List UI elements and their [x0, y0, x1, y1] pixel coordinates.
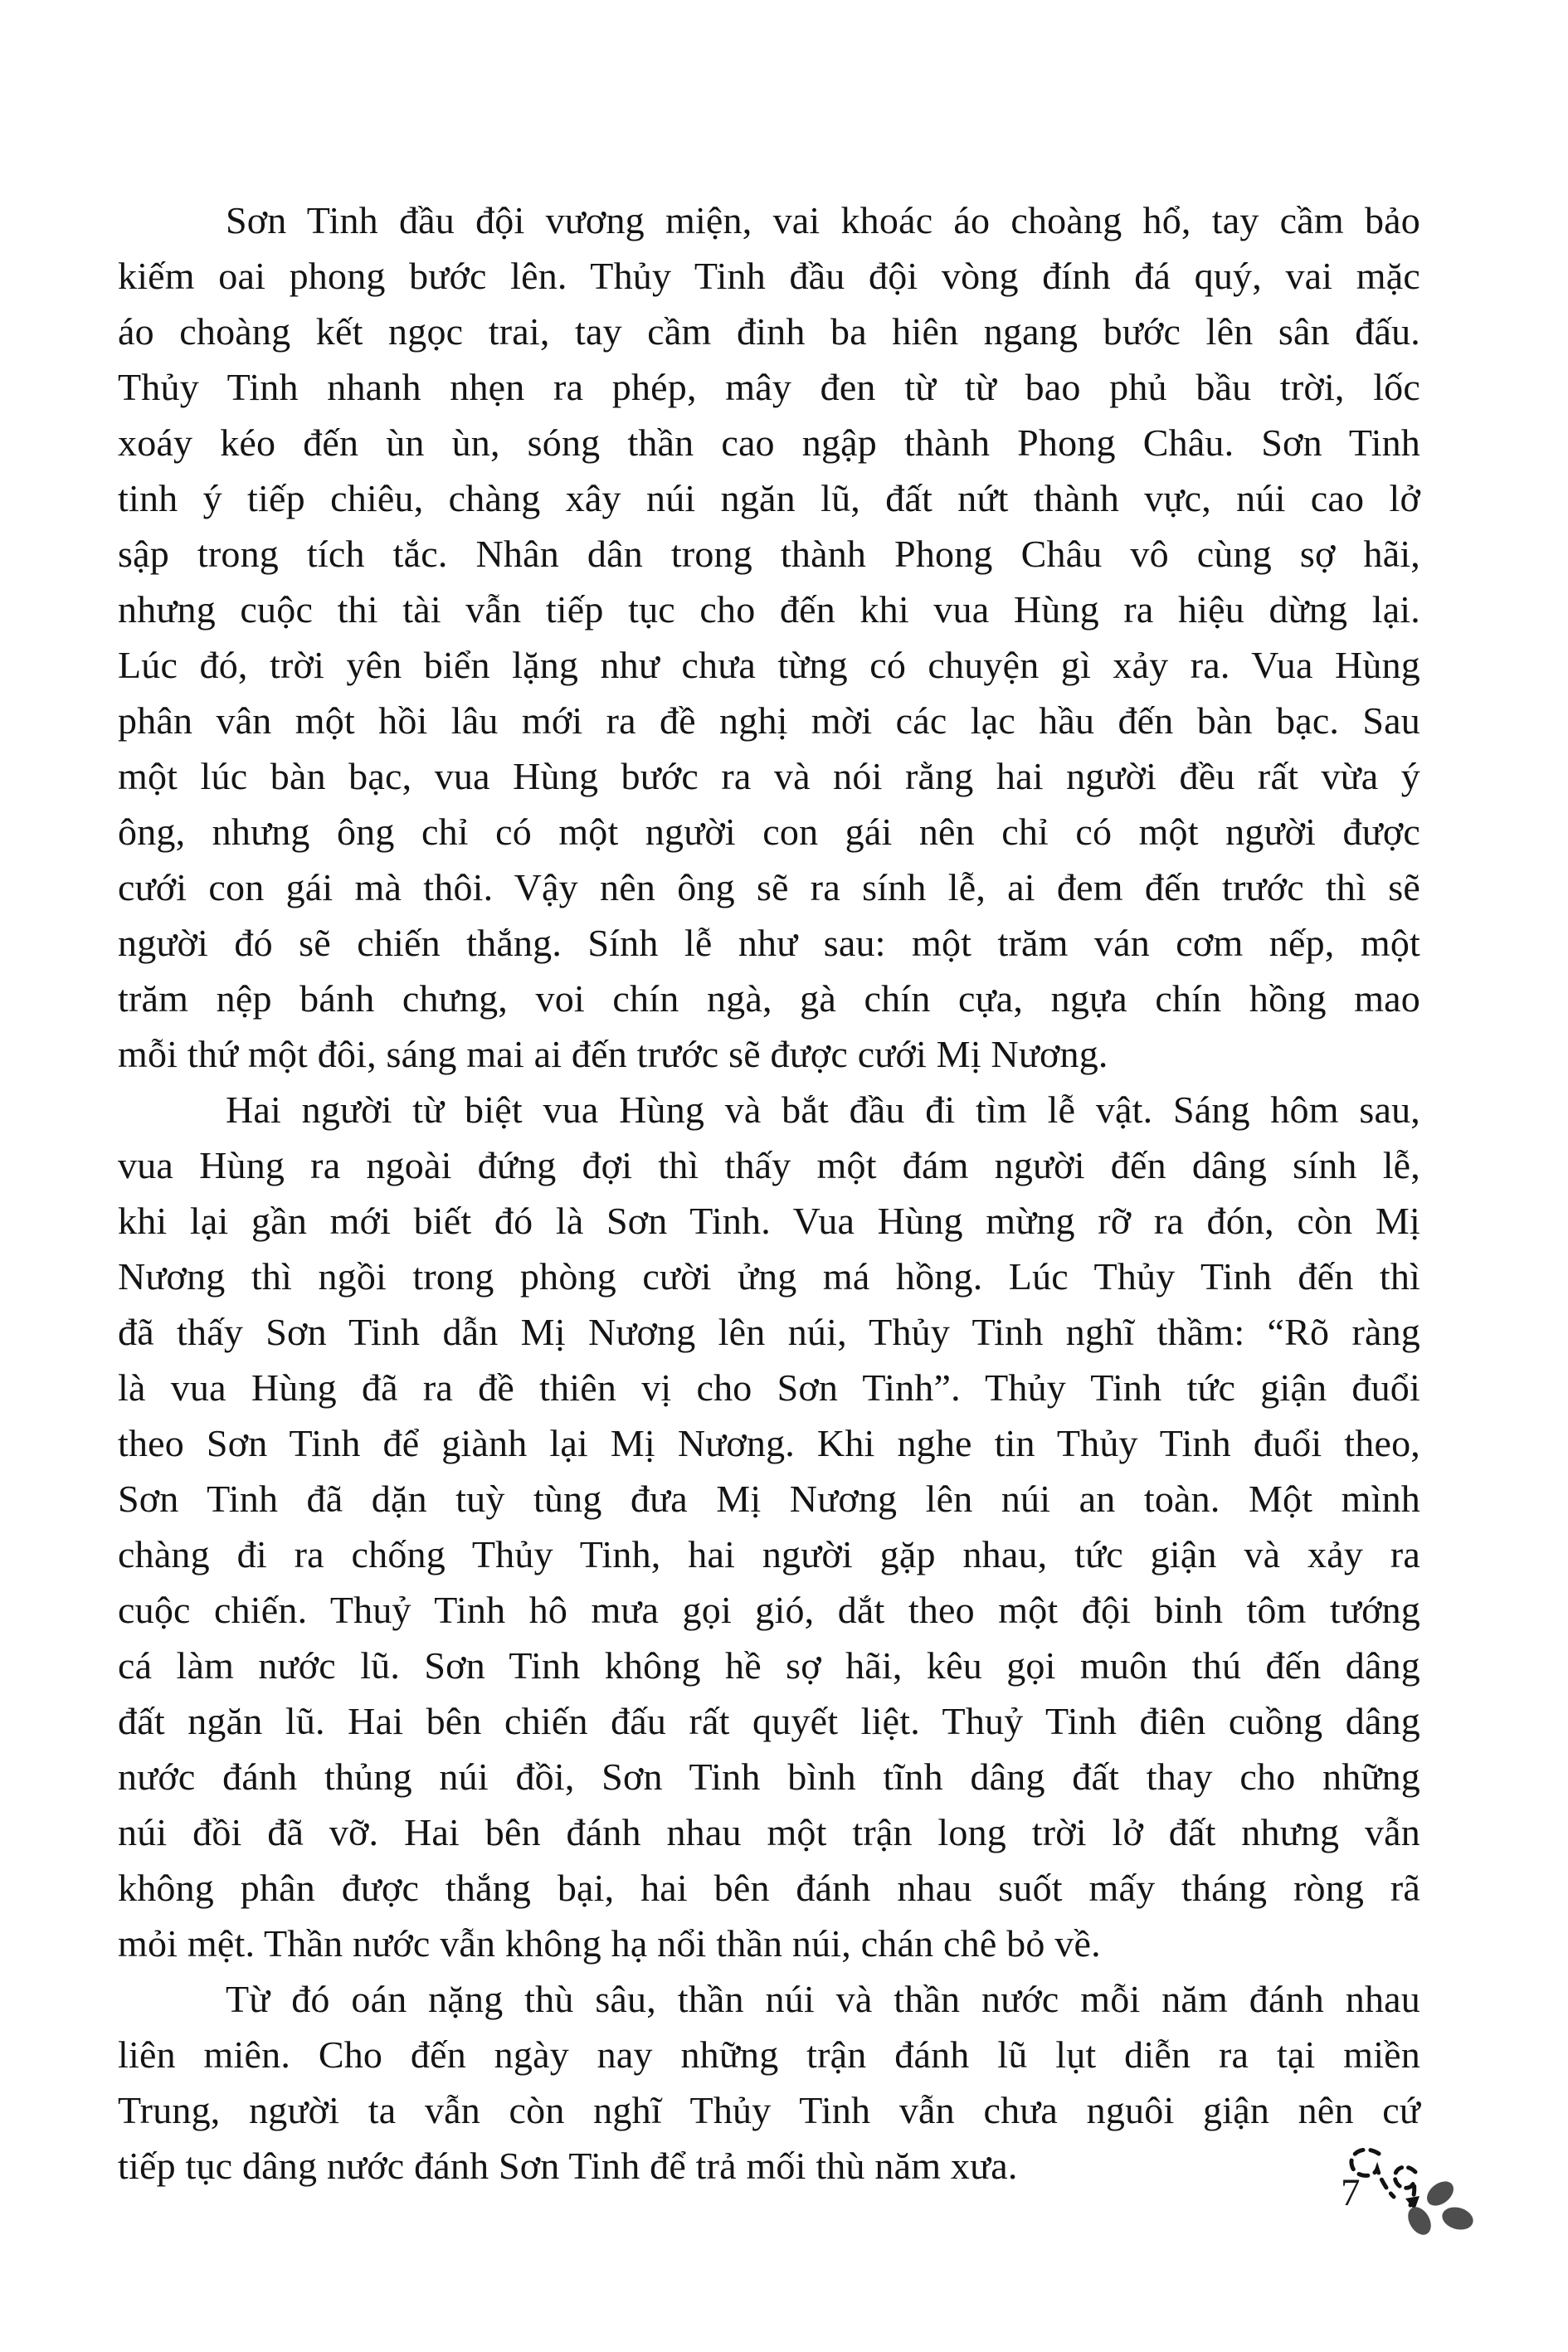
text-line: liên miên. Cho đến ngày nay những trận đánh lũ lụt diễn ra tại miền — [118, 2033, 1420, 2076]
page-number: 7 — [1341, 2171, 1361, 2214]
text-line: cưới con gái mà thôi. Vậy nên ông sẽ ra sính lễ, ai đem đến trước thì sẽ — [118, 866, 1420, 908]
dashed-flight-path-icon — [1351, 2150, 1419, 2210]
text-line: nước đánh thủng núi đồi, Sơn Tinh bình tĩnh dâng đất thay cho những — [118, 1755, 1420, 1798]
text-line: núi đồi đã vỡ. Hai bên đánh nhau một trận long trời lở đất nhưng vẫn — [118, 1811, 1420, 1853]
text-line: cá làm nước lũ. Sơn Tinh không hề sợ hãi, kêu gọi muôn thú đến dâng — [118, 1644, 1420, 1687]
text-line: Thủy Tinh nhanh nhẹn ra phép, mây đen từ từ bao phủ bầu trời, lốc — [118, 366, 1420, 408]
text-line: theo Sơn Tinh để giành lại Mị Nương. Khi nghe tin Thủy Tinh đuổi theo, — [118, 1422, 1420, 1464]
text-line: xoáy kéo đến ùn ùn, sóng thần cao ngập thành Phong Châu. Sơn Tinh — [118, 421, 1420, 464]
text-line: ông, nhưng ông chỉ có một người con gái nên chỉ có một người được — [118, 811, 1420, 853]
text-line: khi lại gần mới biết đó là Sơn Tinh. Vua Hùng mừng rỡ ra đón, còn Mị — [118, 1200, 1420, 1242]
text-line: là vua Hùng đã ra đề thiên vị cho Sơn Tinh”. Thủy Tinh tức giận đuổi — [118, 1366, 1420, 1409]
text-block — [118, 192, 1420, 2194]
text-line: tiếp tục dâng nước đánh Sơn Tinh để trả mối thù năm xưa. — [118, 2145, 1018, 2187]
text-line: Nương thì ngồi trong phòng cười ửng má hồng. Lúc Thủy Tinh đến thì — [118, 1255, 1420, 1298]
text-line: đã thấy Sơn Tinh dẫn Mị Nương lên núi, Thủy Tinh nghĩ thầm: “Rõ ràng — [118, 1311, 1420, 1353]
text-line: áo choàng kết ngọc trai, tay cầm đinh ba hiên ngang bước lên sân đấu. — [118, 310, 1420, 353]
text-line: Lúc đó, trời yên biển lặng như chưa từng có chuyện gì xảy ra. Vua Hùng — [118, 644, 1420, 686]
text-line: mỏi mệt. Thần nước vẫn không hạ nổi thần núi, chán chê bỏ về. — [118, 1922, 1101, 1965]
text-line: đất ngăn lũ. Hai bên chiến đấu rất quyết liệt. Thuỷ Tinh điên cuồng dâng — [118, 1700, 1420, 1742]
text-line: Hai người từ biệt vua Hùng và bắt đầu đi tìm lễ vật. Sáng hôm sau, — [226, 1088, 1420, 1131]
text-line: sập trong tích tắc. Nhân dân trong thành Phong Châu vô cùng sợ hãi, — [118, 533, 1420, 575]
paragraph — [118, 1971, 1420, 2194]
text-line: người đó sẽ chiến thắng. Sính lễ như sau: một trăm ván cơm nếp, một — [118, 922, 1420, 964]
text-line: tinh ý tiếp chiêu, chàng xây núi ngăn lũ, đất nứt thành vực, núi cao lở — [118, 477, 1420, 519]
text-line: vua Hùng ra ngoài đứng đợi thì thấy một đám người đến dâng sính lễ, — [118, 1144, 1420, 1186]
text-line: trăm nệp bánh chưng, voi chín ngà, gà chín cựa, ngựa chín hồng mao — [118, 977, 1420, 1020]
text-line: nhưng cuộc thi tài vẫn tiếp tục cho đến khi vua Hùng ra hiệu dừng lại. — [118, 588, 1420, 631]
text-line: Từ đó oán nặng thù sâu, thần núi và thần nước mỗi năm đánh nhau — [226, 1978, 1420, 2020]
text-line: chàng đi ra chống Thủy Tinh, hai người gặp nhau, tức giận và xảy ra — [118, 1533, 1420, 1575]
text-line: mỗi thứ một đôi, sáng mai ai đến trước sẽ được cưới Mị Nương. — [118, 1033, 1108, 1075]
text-line: Sơn Tinh đã dặn tuỳ tùng đưa Mị Nương lên núi an toàn. Một mình — [118, 1478, 1420, 1520]
text-line: một lúc bàn bạc, vua Hùng bước ra và nói rằng hai người đều rất vừa ý — [118, 755, 1420, 797]
text-line: kiếm oai phong bước lên. Thủy Tinh đầu đội vòng đính đá quý, vai mặc — [118, 255, 1420, 297]
text-line: Trung, người ta vẫn còn nghĩ Thủy Tinh vẫn chưa nguôi giận nên cứ — [118, 2089, 1420, 2131]
text-line: phân vân một hồi lâu mới ra đề nghị mời các lạc hầu đến bàn bạc. Sau — [118, 699, 1420, 742]
text-line: không phân được thắng bại, hai bên đánh nhau suốt mấy tháng ròng rã — [118, 1867, 1420, 1909]
flying-bug-decoration — [1326, 2142, 1508, 2258]
paragraph — [118, 1082, 1420, 1971]
paragraph — [118, 192, 1420, 1082]
text-line: cuộc chiến. Thuỷ Tinh hô mưa gọi gió, dắt theo một đội binh tôm tướng — [118, 1589, 1420, 1631]
text-line: Sơn Tinh đầu đội vương miện, vai khoác áo choàng hổ, tay cầm bảo — [226, 199, 1420, 241]
